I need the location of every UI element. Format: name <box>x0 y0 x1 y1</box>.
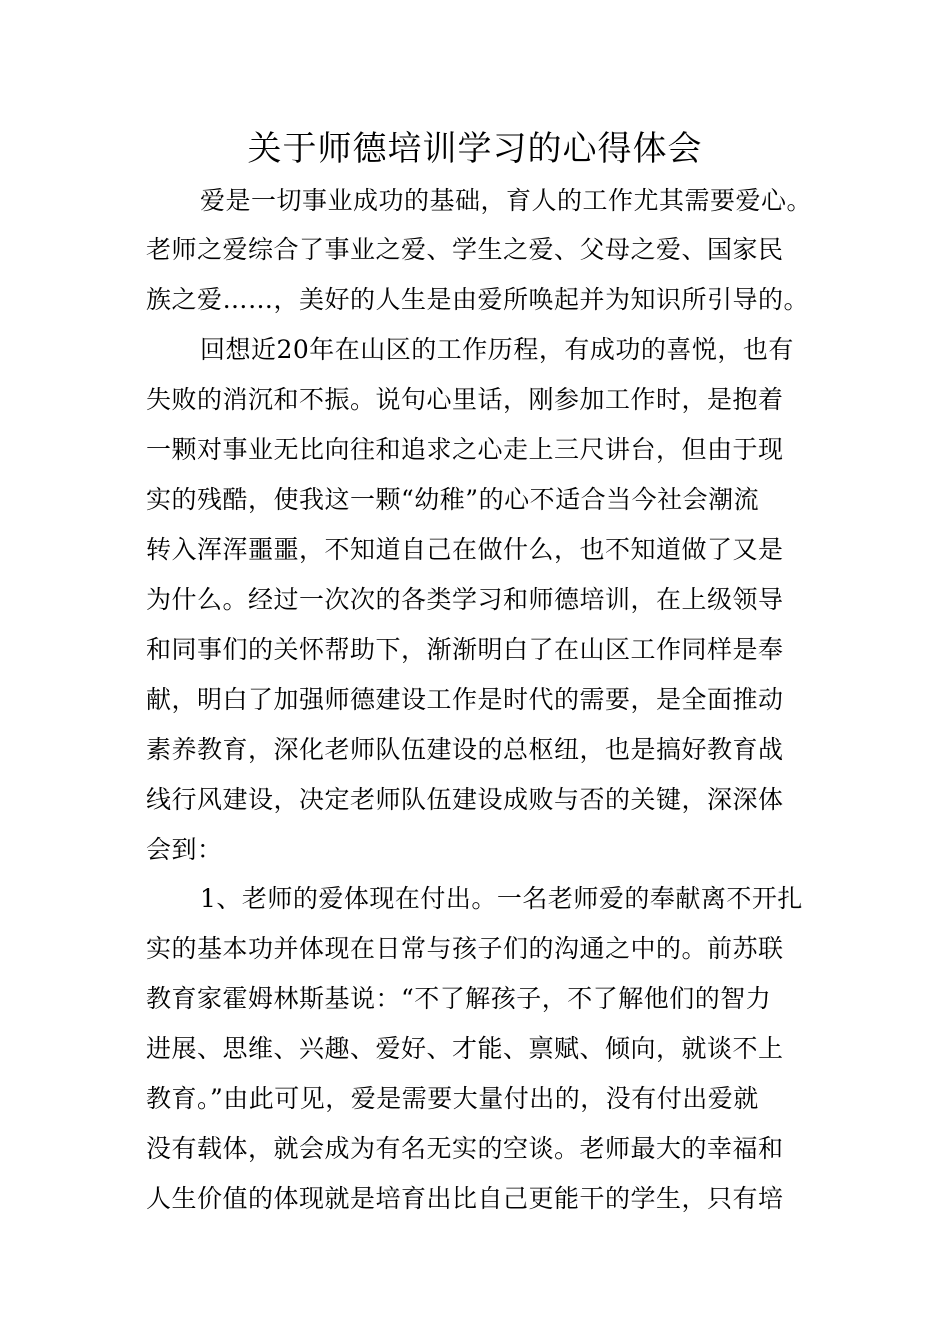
paragraph-line: 为什么。经过一次次的各类学习和师德培训，在上级领导 <box>146 585 784 614</box>
paragraph-line: 1、老师的爱体现在付出。一名老师爱的奉献离不开扎 <box>200 884 803 913</box>
paragraph-line: 会到： <box>146 835 223 864</box>
paragraph-line: 教育。”由此可见，爱是需要大量付出的，没有付出爱就 <box>146 1084 759 1113</box>
paragraph-line: 没有载体，就会成为有名无实的空谈。老师最大的幸福和 <box>146 1134 784 1163</box>
paragraph-line: 爱是一切事业成功的基础，育人的工作尤其需要爱心。 <box>200 186 813 215</box>
document-title: 关于师德培训学习的心得体会 <box>247 129 703 169</box>
paragraph-line: 和同事们的关怀帮助下，渐渐明白了在山区工作同样是奉 <box>146 635 784 664</box>
paragraph-line: 族之爱……，美好的人生是由爱所唤起并为知识所引导的。 <box>146 285 810 314</box>
paragraph-line: 素养教育，深化老师队伍建设的总枢纽，也是搞好教育战 <box>146 735 784 764</box>
paragraph-line: 失败的消沉和不振。说句心里话，刚参加工作时，是抱着 <box>146 385 784 414</box>
paragraph-line: 教育家霍姆林斯基说：“不了解孩子，不了解他们的智力 <box>146 984 772 1013</box>
paragraph-line: 线行风建设，决定老师队伍建设成败与否的关键，深深体 <box>146 785 784 814</box>
paragraph-line: 献，明白了加强师德建设工作是时代的需要，是全面推动 <box>146 685 784 714</box>
paragraph-line: 进展、思维、兴趣、爱好、才能、禀赋、倾向，就谈不上 <box>146 1034 784 1063</box>
paragraph-line: 老师之爱综合了事业之爱、学生之爱、父母之爱、国家民 <box>146 235 784 264</box>
paragraph-line: 回想近20年在山区的工作历程，有成功的喜悦，也有 <box>200 335 794 364</box>
paragraph-line: 一颗对事业无比向往和追求之心走上三尺讲台，但由于现 <box>146 435 784 464</box>
paragraph-line: 人生价值的体现就是培育出比自己更能干的学生，只有培 <box>146 1184 784 1213</box>
paragraph-line: 实的残酷，使我这一颗“幼稚”的心不适合当今社会潮流 <box>146 485 760 514</box>
paragraph-line: 转入浑浑噩噩，不知道自己在做什么，也不知道做了又是 <box>146 535 784 564</box>
paragraph-line: 实的基本功并体现在日常与孩子们的沟通之中的。前苏联 <box>146 934 784 963</box>
